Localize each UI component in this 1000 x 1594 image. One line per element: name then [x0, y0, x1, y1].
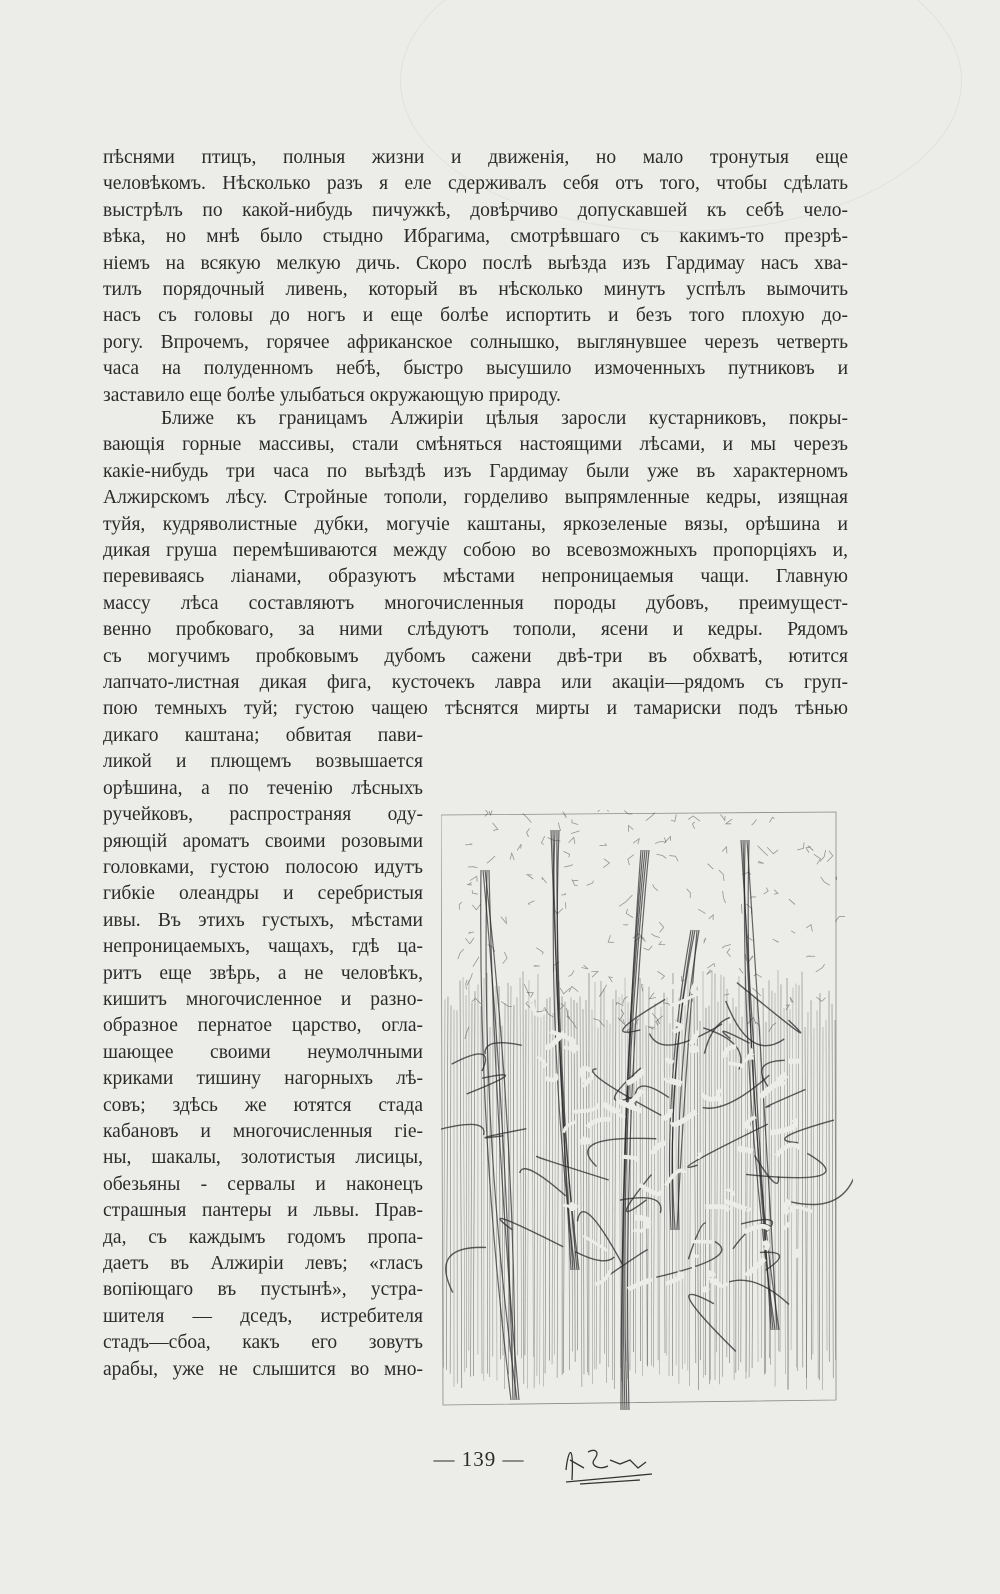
engraving-stroke	[616, 1002, 623, 1005]
engraving-stroke	[741, 1017, 742, 1362]
engraving-stroke	[571, 831, 580, 834]
text-line: заставило еще болѣе улыбаться окружающую природу.	[103, 384, 561, 406]
text-line: образное пернатое царство, огла-	[103, 1015, 423, 1037]
engraving-stroke	[577, 1003, 578, 1351]
highlight-stroke	[538, 1057, 546, 1067]
highlight-stroke	[656, 982, 678, 993]
text-line: венно пробковаго, за ними слѣдуютъ тополи, ясени и кедры. Рядомъ	[103, 619, 848, 641]
engraving-stroke	[698, 909, 705, 913]
highlight-stroke	[727, 1190, 735, 1195]
highlight-stroke	[780, 1074, 787, 1079]
engraving-stroke	[508, 983, 509, 1374]
engraving-stroke	[569, 986, 578, 992]
engraving-stroke	[754, 974, 762, 977]
highlight-stroke	[716, 1279, 728, 1287]
engraving-stroke	[466, 995, 467, 1368]
engraving-stroke	[619, 895, 632, 906]
engraving-stroke	[628, 826, 633, 832]
engraving-stroke	[558, 822, 560, 831]
text-line: съ могучимъ пробковымъ дубомъ сажени двѣ-три въ обхватѣ, ютится	[103, 645, 848, 667]
engraving-stroke	[469, 932, 474, 934]
highlight-stroke	[776, 1145, 800, 1156]
engraving-stroke	[816, 964, 825, 972]
text-line: да, съ каждымъ годомъ пропа-	[103, 1226, 423, 1248]
highlight-stroke	[739, 1148, 753, 1151]
engraving-stroke	[791, 931, 795, 934]
text-line: Алжирскомъ лѣсу. Стройные тополи, горделиво выпрямленные кедры, изящная	[103, 487, 848, 509]
engraving-stroke	[473, 991, 475, 1376]
engraving-stroke	[549, 997, 550, 1360]
text-line: часа на полуденномъ небѣ, быстро высушило измоченныхъ путниковъ и	[103, 358, 848, 380]
engraving-stroke	[598, 810, 609, 812]
engraving-stroke	[729, 1023, 730, 1363]
engraving-stroke	[587, 881, 594, 886]
engraving-stroke	[788, 1009, 790, 1389]
engraving-stroke	[527, 992, 534, 997]
text-line: человѣкомъ. Нѣсколько разъ я еле сдерживалъ себя отъ того, чтобы сдѣлать	[103, 173, 848, 195]
engraving-stroke	[806, 925, 812, 932]
text-line: шителя — дседъ, истребителя	[103, 1305, 423, 1327]
text-line: лапчато-листная дикая фига, кусточекъ лавра или акаціи—рядомъ съ груп-	[103, 672, 848, 693]
engraving-stroke	[642, 987, 643, 1376]
engraving-stroke	[656, 1016, 663, 1026]
text-line: стадъ—сбоа, какъ его зовутъ	[103, 1332, 423, 1354]
engraving-stroke	[784, 1008, 785, 1374]
engraving-stroke	[659, 922, 664, 932]
engraving-stroke	[658, 971, 665, 979]
engraving-stroke	[707, 964, 715, 969]
text-line: дикая груша перемѣшиваются между собою во всевозможныхъ пропорціяхъ и,	[103, 540, 848, 561]
highlight-stroke	[587, 1119, 610, 1127]
engraving-stroke	[651, 1028, 652, 1366]
engraving-stroke	[460, 981, 462, 1388]
highlight-stroke	[718, 1089, 722, 1104]
engraving-stroke	[560, 988, 570, 994]
engraving-stroke	[443, 999, 445, 1367]
engraving-stroke	[671, 814, 676, 821]
engraving-stroke	[591, 971, 598, 977]
engraving-stroke	[493, 823, 498, 831]
engraving-stroke	[510, 853, 514, 860]
engraving-stroke	[463, 977, 465, 1372]
text-line: какіе-нибудь три часа по выѣздѣ изъ Гардимау были уже въ характерномъ	[103, 460, 848, 482]
highlight-stroke	[666, 1170, 685, 1185]
text-line: туйя, кудряволистные дубки, могучіе каштаны, яркозеленые вязы, орѣшина и	[103, 513, 848, 535]
engraving-stroke	[709, 1006, 710, 1385]
engraving-stroke	[669, 856, 678, 862]
engraving-stroke	[786, 1005, 790, 1010]
highlight-stroke	[706, 1207, 728, 1211]
engraving-stroke	[534, 966, 540, 967]
engraving-stroke	[767, 847, 778, 854]
highlight-stroke	[618, 1115, 623, 1117]
engraving-stroke	[465, 938, 474, 944]
engraving-stroke	[614, 990, 616, 1389]
engraving-stroke	[722, 847, 727, 853]
engraving-stroke	[623, 999, 665, 1032]
engraving-stroke	[608, 1024, 610, 1368]
engraving-stroke	[791, 988, 793, 1350]
engraving-stroke	[651, 934, 660, 938]
engraving-stroke	[814, 854, 821, 864]
engraving-stroke	[752, 820, 757, 826]
engraving-stroke	[527, 980, 529, 1388]
engraving-stroke	[523, 971, 524, 1383]
engraving-stroke	[751, 897, 756, 899]
engraving-stroke	[721, 814, 726, 820]
highlight-stroke	[703, 1288, 709, 1290]
engraving-stroke	[520, 1169, 566, 1196]
engraving-stroke	[472, 904, 480, 910]
engraving-stroke	[827, 851, 833, 862]
text-line: рогу. Впрочемъ, горячее африканское солнышко, выглянувшее черезъ четверть	[103, 331, 848, 353]
highlight-stroke	[661, 1109, 670, 1118]
text-line: гибкіе олеандры и серебристыя	[103, 883, 423, 905]
engraving-stroke	[648, 987, 649, 1367]
engraving-stroke	[620, 1010, 624, 1021]
text-line: страшныя пантеры и львы. Прав-	[103, 1200, 423, 1222]
engraving-stroke	[470, 876, 477, 881]
engraving-stroke	[653, 1003, 655, 1367]
engraving-stroke	[709, 915, 713, 920]
engraving-stroke	[733, 998, 734, 1380]
highlight-stroke	[654, 1143, 665, 1154]
highlight-stroke	[580, 1139, 588, 1142]
highlight-stroke	[628, 1280, 650, 1289]
engraving-stroke	[468, 867, 478, 868]
text-line: даетъ въ Алжиріи левъ; «гласъ	[103, 1253, 423, 1274]
text-line: криками тишину нагорныхъ лѣ-	[103, 1068, 423, 1090]
engraving-stroke	[545, 999, 547, 1374]
highlight-stroke	[693, 979, 699, 992]
engraving-stroke	[592, 1010, 593, 1384]
highlight-stroke	[786, 1200, 790, 1213]
engraving-stroke	[656, 854, 666, 858]
engraving-stroke	[692, 822, 694, 829]
highlight-stroke	[748, 1259, 765, 1274]
engraving-stroke	[552, 1013, 553, 1364]
text-line: Ближе къ границамъ Алжиріи цѣлыя заросли кустарниковъ, покры-	[161, 408, 848, 429]
engraving-stroke	[446, 1247, 486, 1292]
highlight-stroke	[709, 1272, 715, 1274]
page-number: — 139 —	[433, 1447, 525, 1471]
highlight-stroke	[692, 1046, 699, 1051]
text-line: непроницаемыхъ, чащахъ, гдѣ ца-	[103, 936, 423, 958]
engraving-stroke	[816, 997, 825, 1001]
engraving-stroke	[797, 842, 804, 850]
text-line: ны, шакалы, золотистыя лисицы,	[103, 1147, 423, 1169]
artist-signature-icon	[560, 1430, 660, 1490]
text-line: ніемъ на всякую мелкую дичь. Скоро послѣ выѣзда изъ Гардимау насъ хва-	[103, 252, 848, 274]
highlight-stroke	[574, 1104, 597, 1112]
text-line: орѣшина, а по теченію лѣсныхъ	[103, 777, 423, 799]
engraving-stroke	[697, 980, 698, 1390]
engraving-stroke	[523, 813, 532, 822]
engraving-stroke	[664, 993, 665, 1353]
engraving-stroke	[716, 1002, 718, 1353]
engraving-stroke	[789, 899, 795, 905]
engraving-stroke	[689, 1007, 691, 1386]
engraving-stroke	[758, 861, 764, 863]
engraving-stroke	[808, 846, 813, 851]
text-line: вопіющаго въ пустынѣ», устра-	[103, 1279, 423, 1301]
engraving-stroke	[665, 836, 671, 842]
engraving-stroke	[603, 859, 609, 868]
highlight-stroke	[770, 1119, 795, 1133]
engraving-stroke	[678, 930, 699, 1230]
engraving-stroke	[773, 939, 779, 942]
engraving-stroke	[473, 957, 479, 967]
engraving-stroke	[649, 993, 656, 999]
engraving-stroke	[806, 956, 815, 957]
engraving-stroke	[586, 1000, 588, 1372]
engraving-stroke	[726, 819, 732, 824]
engraving-stroke	[817, 1010, 818, 1378]
engraving-stroke	[541, 836, 544, 844]
engraving-stroke	[758, 846, 768, 856]
text-line: ивы. Въ этихъ густыхъ, мѣстами	[103, 909, 423, 931]
engraving-stroke	[517, 844, 521, 850]
engraving-stroke	[832, 1004, 833, 1378]
engraving-stroke	[655, 842, 664, 844]
highlight-stroke	[634, 1223, 646, 1231]
engraving-stroke	[633, 839, 639, 845]
engraving-stroke	[659, 941, 665, 944]
text-line: кишитъ многочисленное и разно-	[103, 989, 423, 1010]
engraving-stroke	[450, 1005, 451, 1373]
engraving-stroke	[704, 938, 706, 943]
engraving-stroke	[582, 965, 589, 969]
engraving-stroke	[465, 843, 471, 845]
highlight-stroke	[698, 1154, 701, 1159]
engraving-stroke	[568, 970, 574, 976]
engraving-stroke	[503, 952, 507, 964]
engraving-stroke	[727, 948, 731, 956]
engraving-stroke	[532, 1002, 533, 1357]
engraving-stroke	[534, 1000, 535, 1388]
engraving-stroke	[741, 904, 742, 914]
engraving-stroke	[481, 1006, 482, 1374]
engraving-stroke	[723, 891, 726, 903]
engraving-stroke	[458, 949, 464, 959]
engraving-stroke	[563, 851, 569, 857]
engraving-stroke	[724, 994, 729, 995]
text-line: ритъ еще звѣрь, а не человѣкъ,	[103, 962, 423, 984]
text-line: дикаго каштана; обвитая пави-	[103, 725, 423, 746]
engraving-stroke	[583, 1009, 584, 1374]
engraving-stroke	[466, 980, 467, 990]
engraving-stroke	[626, 909, 633, 918]
highlight-stroke	[545, 1074, 556, 1080]
engraving-stroke	[467, 973, 472, 985]
engraving-stroke	[540, 1017, 541, 1384]
engraving-stroke	[501, 917, 507, 924]
engraving-stroke	[537, 1156, 609, 1180]
highlight-stroke	[729, 1063, 741, 1066]
engraving-stroke	[719, 870, 724, 881]
engraving-stroke	[600, 843, 607, 845]
text-line: тилъ порядочный ливень, который въ нѣсколько минутъ успѣлъ вымочить	[103, 279, 848, 300]
highlight-stroke	[635, 1218, 648, 1227]
engraving-stroke	[468, 882, 472, 884]
engraving-stroke	[472, 890, 478, 894]
text-line: выстрѣлъ по какой-нибудь пичужкѣ, довѣрчиво допускавшей къ себѣ чело-	[103, 199, 848, 221]
engraving-stroke	[643, 946, 652, 950]
engraving-stroke	[555, 908, 563, 914]
engraving-stroke	[619, 997, 621, 1367]
engraving-stroke	[707, 969, 712, 974]
engraving-stroke	[826, 1020, 827, 1351]
engraving-stroke	[646, 1025, 647, 1365]
engraving-stroke	[807, 1012, 808, 1389]
text-line: головками, густою полосою идутъ	[103, 857, 423, 878]
text-line: пою темныхъ туй; густою чащею тѣснятся мирты и тамариски подъ тѣнью	[103, 698, 848, 720]
text-line: насъ съ головы до ногъ и еще болѣе испортить и безъ того плохую до-	[103, 305, 848, 327]
engraving-stroke	[708, 864, 713, 869]
engraving-stroke	[564, 865, 573, 867]
highlight-stroke	[667, 1079, 682, 1084]
highlight-stroke	[795, 1249, 798, 1256]
engraving-stroke	[609, 977, 613, 982]
engraving-stroke	[608, 935, 614, 942]
engraving-stroke	[720, 975, 721, 1384]
engraving-stroke	[520, 978, 522, 1359]
engraving-stroke	[563, 1002, 565, 1373]
text-line: перевиваясь ліанами, образуютъ мѣстами непроницаемыя чащи. Главную	[103, 566, 848, 588]
engraving-stroke	[739, 968, 743, 973]
engraving-stroke	[501, 1002, 512, 1007]
engraving-stroke	[835, 917, 845, 922]
engraving-stroke	[446, 997, 448, 1370]
text-line: обезьяны - сервалы и наконецъ	[103, 1173, 423, 1195]
engraving-stroke	[787, 978, 788, 1389]
engraving-stroke	[687, 889, 691, 898]
engraving-stroke	[563, 812, 567, 818]
text-line: вающія горные массивы, стали смѣняться настоящими лѣсами, и мы черезъ	[103, 434, 848, 456]
text-line: ликой и плющемъ возвышается	[103, 751, 423, 773]
engraving-stroke	[813, 1028, 814, 1354]
highlight-stroke	[725, 1046, 736, 1057]
text-line: арабы, уже не слышится во мно-	[103, 1358, 423, 1380]
text-line: вѣка, но мнѣ было стыдно Ибрагима, смотрѣвшаго съ какимъ-то презрѣ-	[103, 226, 848, 248]
text-line: пѣснями птицъ, полныя жизни и движенія, но мало тронутыя еще	[103, 147, 848, 168]
engraving-stroke	[471, 998, 480, 1003]
engraving-stroke	[653, 884, 658, 890]
text-line: кабановъ и многочисленныя гіе-	[103, 1121, 423, 1142]
engraving-stroke	[802, 972, 803, 1368]
engraving-stroke	[568, 837, 574, 843]
engraving-stroke	[600, 981, 601, 1364]
highlight-stroke	[595, 1271, 611, 1284]
text-line: шающее своими неумолчными	[103, 1041, 423, 1063]
engraving-stroke	[471, 1003, 472, 1377]
engraving-stroke	[528, 901, 534, 905]
engraving-stroke	[722, 944, 731, 948]
engraving-stroke	[527, 875, 533, 879]
text-line: ручейковъ, распространяя оду-	[103, 804, 423, 826]
highlight-stroke	[603, 1104, 618, 1111]
engraving-stroke	[774, 890, 778, 894]
engraving-stroke	[764, 888, 769, 894]
highlight-stroke	[666, 1059, 674, 1063]
engraving-stroke	[574, 1000, 575, 1362]
highlight-stroke	[690, 1032, 696, 1044]
engraving-stroke	[483, 810, 489, 816]
engraving-stroke	[542, 878, 546, 883]
engraving-stroke	[485, 1043, 522, 1055]
engraving-stroke	[504, 1003, 505, 1389]
engraving-stroke	[527, 828, 530, 837]
engraving-stroke	[822, 1027, 823, 1390]
engraving-stroke	[536, 948, 543, 955]
engraving-stroke	[805, 1027, 807, 1378]
engraving-stroke	[525, 1010, 526, 1356]
text-line: ряющій ароматъ своими розовыми	[103, 830, 423, 852]
engraving-stroke	[459, 902, 462, 910]
engraving-stroke	[821, 877, 830, 885]
forest-engraving-icon	[441, 810, 853, 1410]
engraving-stroke	[572, 819, 578, 824]
text-line: массу лѣса составляютъ многочисленныя породы дубовъ, преимущест-	[103, 592, 848, 614]
engraving-stroke	[465, 1027, 469, 1039]
engraving-stroke	[580, 996, 582, 1387]
engraving-stroke	[606, 1020, 607, 1383]
engraving-stroke	[596, 1028, 598, 1370]
engraving-stroke	[769, 817, 774, 822]
engraving-stroke	[599, 985, 606, 997]
engraving-stroke	[688, 816, 700, 821]
engraving-stroke	[561, 893, 565, 895]
engraving-stroke	[820, 850, 826, 861]
engraving-stroke	[512, 1005, 514, 1372]
engraving-stroke	[487, 856, 495, 863]
text-line: совъ; здѣсь же ютятся стада	[103, 1094, 423, 1116]
highlight-stroke	[791, 1207, 812, 1212]
engraving-stroke	[526, 1001, 530, 1007]
engraving-stroke	[628, 855, 634, 865]
engraving-stroke	[819, 993, 820, 1380]
